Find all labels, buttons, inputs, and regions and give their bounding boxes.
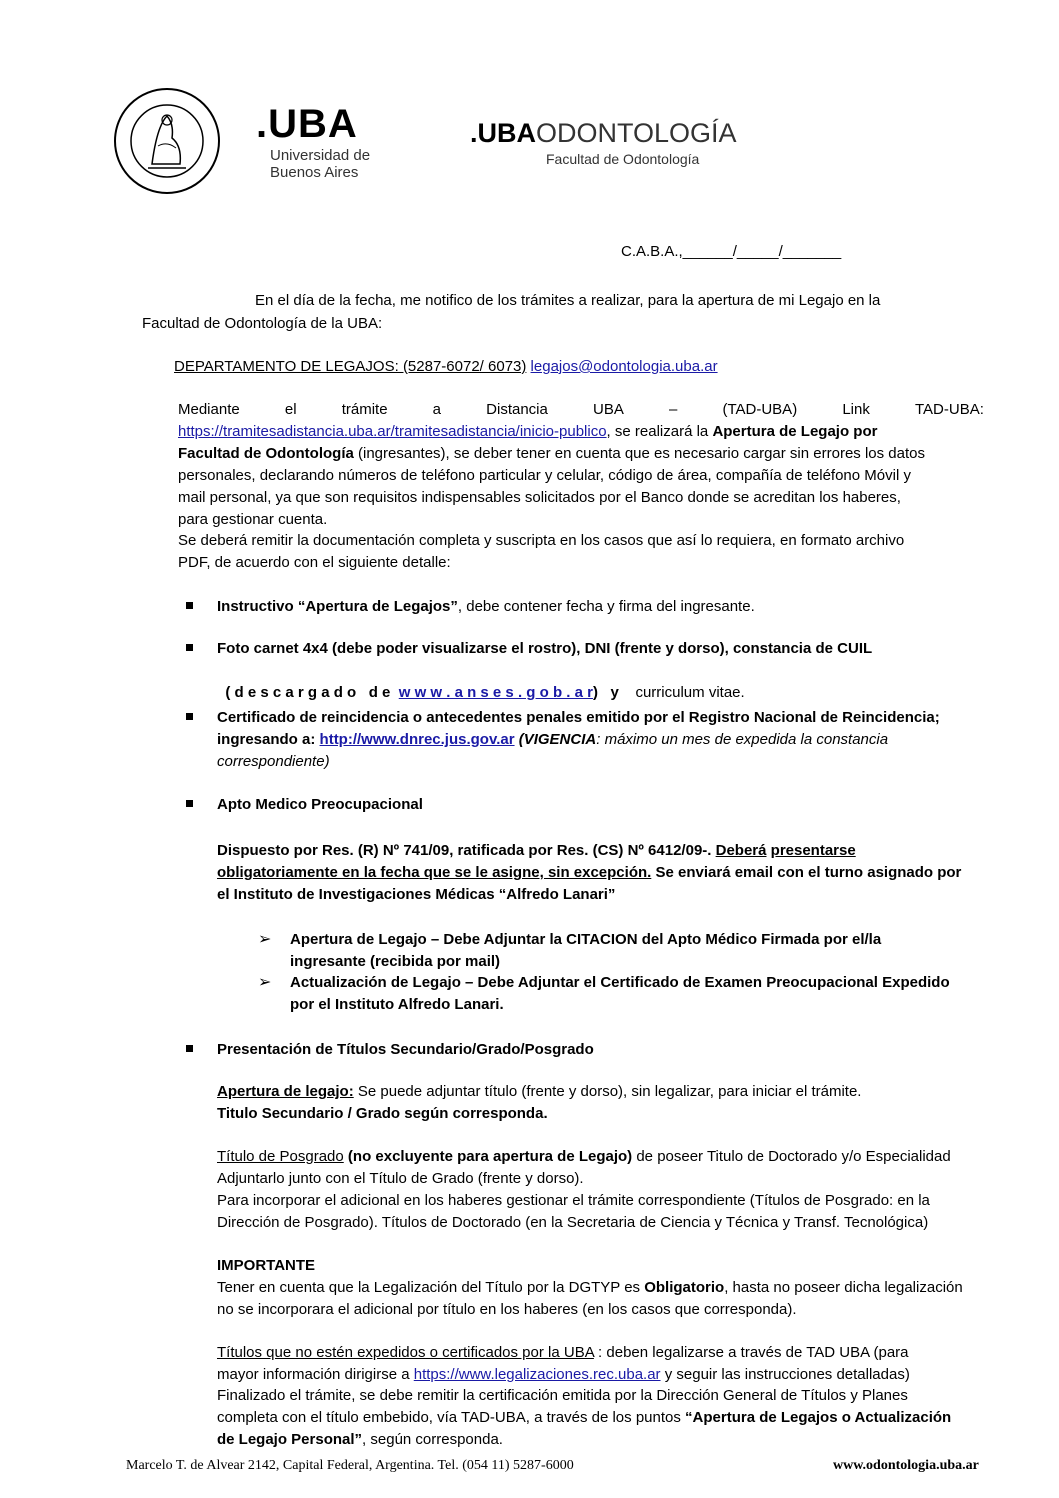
text: ingresando a: <box>217 731 320 748</box>
item-instructivo <box>217 596 755 618</box>
uba-logo: .UBA <box>256 102 358 146</box>
p1-line3 <box>178 443 925 465</box>
dnrec-link[interactable]: http://www.dnrec.jus.gov.ar <box>319 731 515 748</box>
bullet-square-icon <box>186 644 193 651</box>
bullet-square-icon <box>186 1045 193 1052</box>
text: (ingresantes), se deber tener en cuenta que es necesario cargar sin errores los datos <box>353 445 925 462</box>
item-certificado: Certificado de reincidencia o antecedentes penales emitido por el Registro Nacional de Reincidencia; <box>217 709 940 726</box>
text: curriculum vitae <box>635 684 741 701</box>
sub1-line1: Apertura de Legajo – Debe Adjuntar la CITACION del Apto Médico Firmada por el/la <box>290 931 882 948</box>
word: TAD-UBA: <box>915 401 984 418</box>
titulo-secundario-line: Titulo Secundario / Grado según corresponda. <box>217 1105 548 1122</box>
text: Apertura de legajo: <box>217 1083 354 1100</box>
p1-line6: para gestionar cuenta. <box>178 511 328 528</box>
tener-line1 <box>217 1277 963 1299</box>
text: obligatoriamente en la fecha que se le asigne, sin excepción. <box>217 864 652 881</box>
text: , se realizará la <box>606 423 713 440</box>
word: UBA <box>593 401 624 418</box>
item-foto-line2: ( d e s c a r g a d o d e w w w . a n s e s . g o b . a r) y curriculum vitae. <box>225 684 745 701</box>
arrow-bullet-icon: ➢ <box>258 931 272 948</box>
p1-line2 <box>178 421 877 443</box>
text: Se puede adjuntar título (frente y dorso), sin legalizar, para iniciar el trámite. <box>353 1083 862 1100</box>
seal-icon <box>112 86 222 196</box>
text: mayor información dirigirse a <box>217 1366 414 1383</box>
text: de poseer Titulo de Doctorado y/o Especialidad <box>632 1148 951 1165</box>
text: ( d e s c a r g a d o d e <box>225 684 391 701</box>
legalizaciones-link[interactable]: https://www.legalizaciones.rec.uba.ar <box>413 1366 661 1383</box>
date-line: C.A.B.A.,______/_____/_______ <box>621 243 842 260</box>
text: Deberá <box>715 842 767 859</box>
odontologia-subtitle: Facultad de Odontología <box>546 151 700 167</box>
sub2-line1: Actualización de Legajo – Debe Adjuntar el Certificado de Examen Preocupacional Expedido <box>290 974 950 991</box>
department-email-link[interactable]: legajos@odontologia.uba.ar <box>530 358 718 375</box>
odontologia-logo <box>470 118 737 148</box>
text: , hasta no poseer dicha legalización <box>724 1279 963 1296</box>
p1-line5: mail personal, ya que son requisitos indispensables solicitados por el Banco donde se acreditan los haberes, <box>178 489 901 506</box>
text: : deben legalizarse a través de TAD UBA (para <box>593 1344 909 1361</box>
p1-line7: Se deberá remitir la documentación completa y suscripta en los casos que así lo requiera, en formato archivo <box>178 532 905 549</box>
intro-line2: Facultad de Odontología de la UBA: <box>142 315 383 332</box>
dispuesto-line3: el Instituto de Investigaciones Médicas “Alfredo Lanari” <box>217 886 616 903</box>
text: “Apertura de Legajos o Actualización <box>685 1409 952 1426</box>
footer-website: www.odontologia.uba.ar <box>833 1458 979 1473</box>
p1-line4: personales, declarando números de teléfono particular y celular, código de área, compañía de teléfono Móvil y <box>178 467 911 484</box>
text: Dispuesto por Res. (R) Nº 741/09, ratificada por Res. (CS) Nº 6412/09-. <box>217 842 716 859</box>
item-apto: Apto Medico Preocupacional <box>217 796 423 813</box>
importante-heading: IMPORTANTE <box>217 1257 316 1274</box>
word: Mediante <box>178 401 240 418</box>
text: : máximo un mes de expedida la constancia <box>596 731 889 748</box>
tad-uba-link[interactable]: https://tramitesadistancia.uba.ar/tramitesadistancia/inicio-publico <box>178 423 607 440</box>
bullet-square-icon <box>186 713 193 720</box>
adjuntarlo-line: Adjuntarlo junto con el Título de Grado (frente y dorso). <box>217 1170 584 1187</box>
word: Link <box>842 401 870 418</box>
para-incorporar-line: Para incorporar el adicional en los haberes gestionar el trámite correspondiente (Títulos de Posgrado: en la <box>217 1192 930 1209</box>
legajo-personal-line <box>217 1429 503 1451</box>
uba-name-line2: Buenos Aires <box>270 164 359 181</box>
text: Títulos que no estén expedidos o certificados por la UBA <box>217 1344 594 1361</box>
uba-name-line1: Universidad de <box>270 147 371 164</box>
odontologia-logo-bold: .UBA <box>470 118 536 148</box>
text: de Legajo Personal” <box>217 1431 363 1448</box>
posgrado-line <box>217 1146 951 1168</box>
odontologia-logo-light: ODONTOLOGÍA <box>536 118 737 148</box>
anses-link[interactable]: w w w . a n s e s . g o b . a r <box>398 684 593 701</box>
dispuesto-line1 <box>217 840 856 862</box>
apertura-legajo-line <box>217 1081 861 1103</box>
word: a <box>432 401 442 418</box>
dispuesto-line2 <box>217 862 961 884</box>
word: (TAD-UBA) <box>722 401 798 418</box>
item-certificado-line2 <box>217 729 888 751</box>
text: Título de Posgrado <box>217 1148 344 1165</box>
p1-line8: PDF, de acuerdo con el siguiente detalle: <box>178 554 451 571</box>
sub1-line2: ingresante (recibida por mail) <box>290 953 501 970</box>
word: trámite <box>341 401 388 418</box>
sub2-line2: por el Instituto Alfredo Lanari. <box>290 996 504 1013</box>
word: – <box>668 401 678 418</box>
text: completa con el título embebido, vía TAD-UBA, a través de los puntos <box>217 1409 686 1426</box>
item-titulos: Presentación de Títulos Secundario/Grado/Posgrado <box>217 1041 594 1058</box>
text: presentarse <box>770 842 856 859</box>
finalizado-line: Finalizado el trámite, se debe remitir la certificación emitida por la Dirección General de Títulos y Planes <box>217 1387 908 1404</box>
tener-line2: no se incorporara el adicional por título en los haberes (en los casos que corresponda). <box>217 1301 797 1318</box>
no-uba-line <box>217 1342 909 1364</box>
text: Instructivo “Apertura de Legajos” <box>217 598 458 615</box>
text: (VIGENCIA <box>514 731 597 748</box>
text: Apertura de Legajo por <box>712 423 878 440</box>
completa-line <box>217 1407 951 1429</box>
item-certificado-line3: correspondiente) <box>217 753 330 770</box>
text: y seguir las instrucciones detalladas) <box>660 1366 910 1383</box>
word: el <box>284 401 297 418</box>
text: Tener en cuenta que la Legalización del Título por la DGTYP es <box>217 1279 645 1296</box>
p1-line1 <box>178 399 984 421</box>
direccion-line: Dirección de Posgrado). Títulos de Doctorado (en la Secretaria de Ciencia y Técnica y Transf. Tecnológica) <box>217 1214 929 1231</box>
text: (no excluyente para apertura de Legajo) <box>347 1148 633 1165</box>
text: , debe contener fecha y firma del ingresante. <box>457 598 755 615</box>
text: Se enviará email con el turno asignado por <box>651 864 962 881</box>
footer-address: Marcelo T. de Alvear 2142, Capital Federal, Argentina. Tel. (054 11) 5287-6000 <box>126 1458 574 1473</box>
bullet-square-icon <box>186 602 193 609</box>
bullet-square-icon <box>186 800 193 807</box>
word: Distancia <box>486 401 548 418</box>
item-foto: Foto carnet 4x4 (debe poder visualizarse el rostro), DNI (frente y dorso), constancia de CUIL <box>217 640 873 657</box>
text: Facultad de Odontología <box>178 445 354 462</box>
text: ) y <box>592 684 619 701</box>
uba-seal-logo <box>112 86 222 196</box>
text: Obligatorio <box>644 1279 725 1296</box>
arrow-bullet-icon: ➢ <box>258 974 272 991</box>
department-line <box>174 356 718 378</box>
intro-line1: En el día de la fecha, me notifico de los trámites a realizar, para la apertura de mi Legajo en la <box>255 292 881 309</box>
mayor-info-line <box>217 1364 910 1386</box>
text: , según corresponda. <box>362 1431 503 1448</box>
department-label: DEPARTAMENTO DE LEGAJOS: (5287-6072/ 6073) <box>174 358 527 375</box>
